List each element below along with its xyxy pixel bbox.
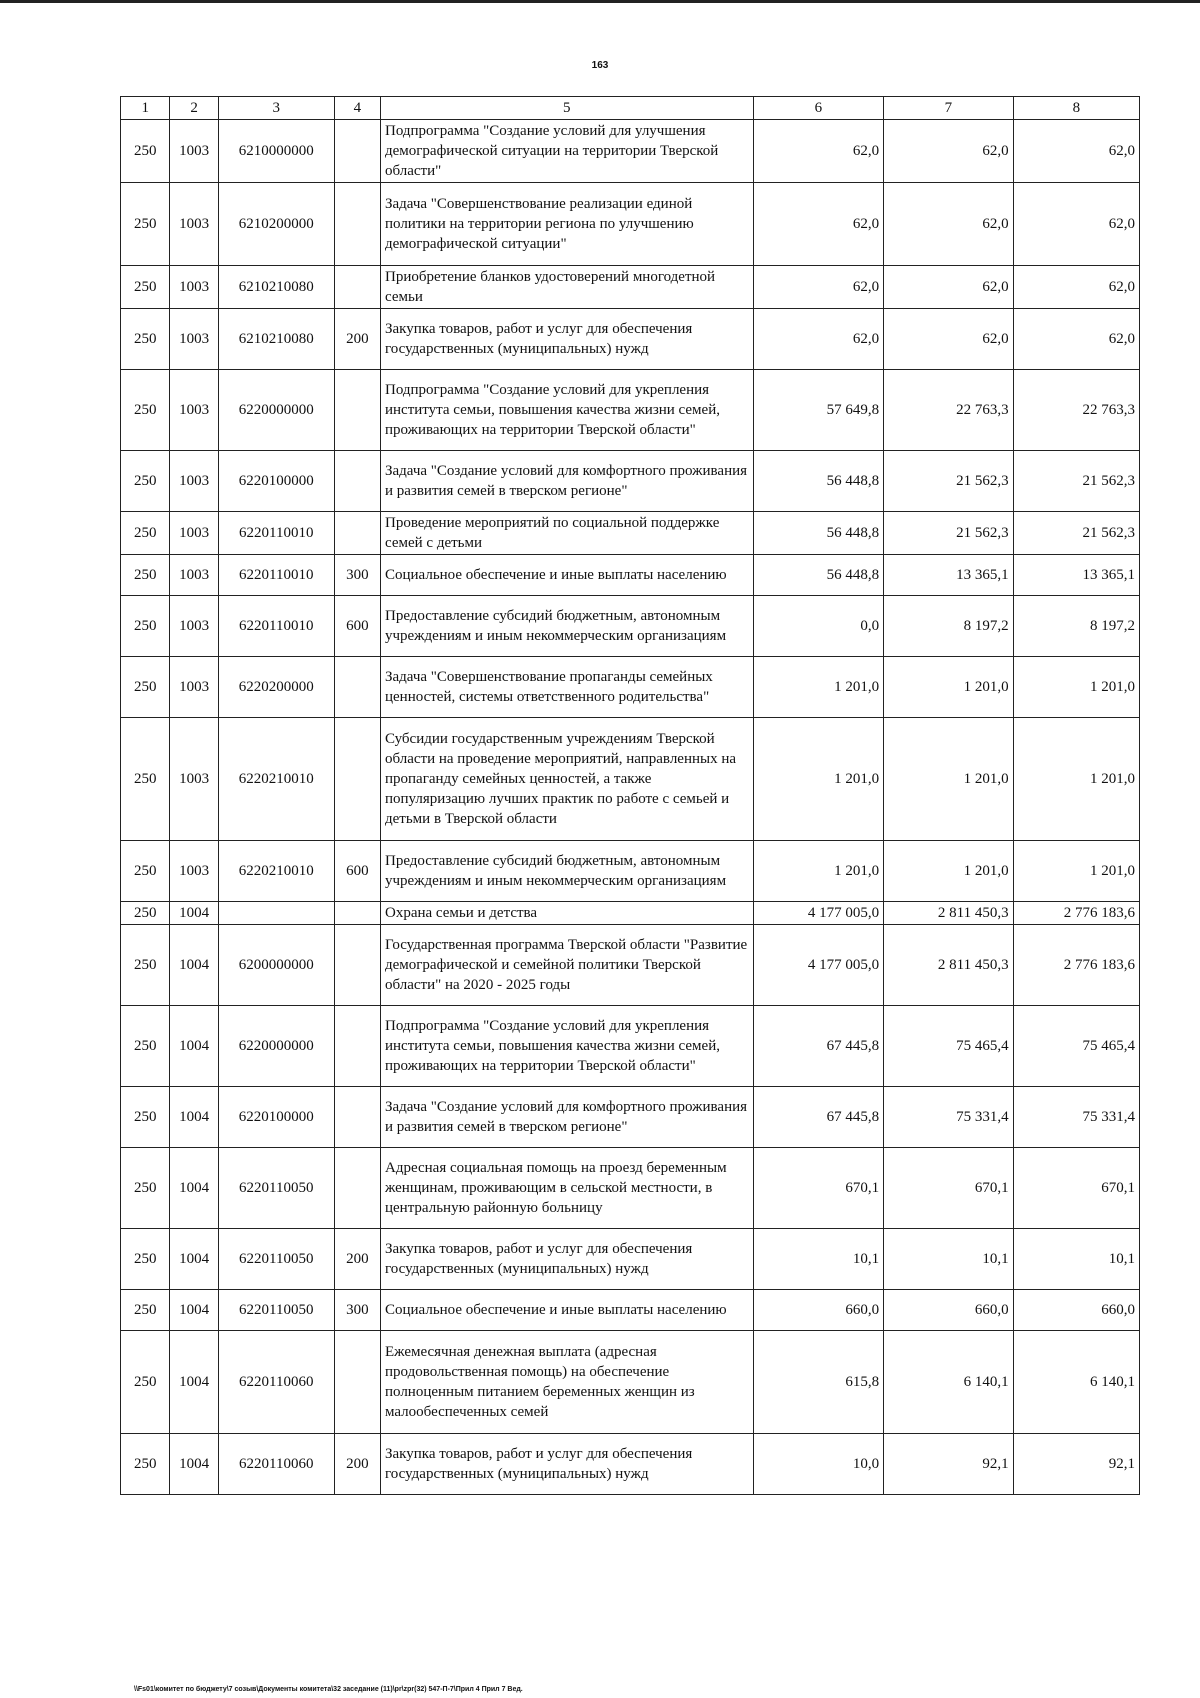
- section-code: 1003: [170, 657, 218, 718]
- target-article-code: 6220200000: [218, 657, 334, 718]
- amount-col8: 2 776 183,6: [1013, 902, 1139, 925]
- rzpr-code: 250: [121, 718, 170, 841]
- table-row: [121, 841, 1140, 902]
- amount-col7: 13 365,1: [884, 555, 1013, 596]
- header-cell: 6: [753, 97, 884, 120]
- rzpr-code: 250: [121, 309, 170, 370]
- amount-col6: 62,0: [753, 183, 884, 266]
- amount-col6: 10,1: [753, 1229, 884, 1290]
- table-row: [121, 902, 1140, 925]
- amount-col8: 21 562,3: [1013, 512, 1139, 555]
- table-row: [121, 1229, 1140, 1290]
- amount-col8: 75 465,4: [1013, 1006, 1139, 1087]
- amount-col8: 22 763,3: [1013, 370, 1139, 451]
- item-description: Закупка товаров, работ и услуг для обеспечения государственных (муниципальных) нужд: [380, 1229, 753, 1290]
- rzpr-code: 250: [121, 512, 170, 555]
- target-article-code: 6200000000: [218, 925, 334, 1006]
- amount-col6: 1 201,0: [753, 841, 884, 902]
- item-description: Адресная социальная помощь на проезд беременным женщинам, проживающим в сельской местности, в центральную районную больницу: [380, 1148, 753, 1229]
- header-cell: 2: [170, 97, 218, 120]
- rzpr-code: 250: [121, 1148, 170, 1229]
- item-description: Закупка товаров, работ и услуг для обеспечения государственных (муниципальных) нужд: [380, 309, 753, 370]
- amount-col8: 62,0: [1013, 120, 1139, 183]
- table-row: [121, 1434, 1140, 1495]
- table-row: [121, 596, 1140, 657]
- amount-col8: 21 562,3: [1013, 451, 1139, 512]
- expense-type-code: 300: [334, 1290, 380, 1331]
- table-row: [121, 718, 1140, 841]
- item-description: Социальное обеспечение и иные выплаты населению: [380, 555, 753, 596]
- target-article-code: 6220110050: [218, 1290, 334, 1331]
- table-row: [121, 555, 1140, 596]
- expense-type-code: 600: [334, 841, 380, 902]
- section-code: 1003: [170, 596, 218, 657]
- section-code: 1003: [170, 718, 218, 841]
- target-article-code: 6220100000: [218, 451, 334, 512]
- section-code: 1004: [170, 1290, 218, 1331]
- expense-type-code: [334, 266, 380, 309]
- amount-col6: 1 201,0: [753, 718, 884, 841]
- rzpr-code: 250: [121, 120, 170, 183]
- section-code: 1004: [170, 1434, 218, 1495]
- amount-col8: 2 776 183,6: [1013, 925, 1139, 1006]
- rzpr-code: 250: [121, 1434, 170, 1495]
- section-code: 1004: [170, 1331, 218, 1434]
- section-code: 1003: [170, 841, 218, 902]
- table-row: [121, 451, 1140, 512]
- expense-type-code: 200: [334, 309, 380, 370]
- expense-type-code: [334, 718, 380, 841]
- section-code: 1003: [170, 183, 218, 266]
- section-code: 1004: [170, 902, 218, 925]
- section-code: 1003: [170, 512, 218, 555]
- amount-col6: 10,0: [753, 1434, 884, 1495]
- table-row: [121, 266, 1140, 309]
- header-cell: 3: [218, 97, 334, 120]
- rzpr-code: 250: [121, 596, 170, 657]
- item-description: Социальное обеспечение и иные выплаты населению: [380, 1290, 753, 1331]
- amount-col8: 1 201,0: [1013, 718, 1139, 841]
- table-row: [121, 925, 1140, 1006]
- amount-col7: 21 562,3: [884, 451, 1013, 512]
- expense-type-code: 300: [334, 555, 380, 596]
- rzpr-code: 250: [121, 1229, 170, 1290]
- amount-col6: 57 649,8: [753, 370, 884, 451]
- expense-type-code: [334, 370, 380, 451]
- amount-col7: 92,1: [884, 1434, 1013, 1495]
- amount-col6: 56 448,8: [753, 555, 884, 596]
- target-article-code: 6210000000: [218, 120, 334, 183]
- amount-col7: 75 331,4: [884, 1087, 1013, 1148]
- section-code: 1004: [170, 1229, 218, 1290]
- target-article-code: 6220110050: [218, 1148, 334, 1229]
- target-article-code: 6220110010: [218, 512, 334, 555]
- section-code: 1003: [170, 451, 218, 512]
- expense-type-code: [334, 1331, 380, 1434]
- amount-col6: 4 177 005,0: [753, 925, 884, 1006]
- section-code: 1003: [170, 120, 218, 183]
- item-description: Субсидии государственным учреждениям Тверской области на проведение мероприятий, направленных на пропаганду семейных ценностей, а также популяризацию лучших практик по работе с семьей и детьми в Тверской области: [380, 718, 753, 841]
- amount-col8: 670,1: [1013, 1148, 1139, 1229]
- amount-col6: 62,0: [753, 266, 884, 309]
- section-code: 1003: [170, 555, 218, 596]
- expense-type-code: [334, 657, 380, 718]
- rzpr-code: 250: [121, 1331, 170, 1434]
- rzpr-code: 250: [121, 925, 170, 1006]
- amount-col8: 62,0: [1013, 309, 1139, 370]
- header-cell: 8: [1013, 97, 1139, 120]
- section-code: 1003: [170, 309, 218, 370]
- amount-col7: 62,0: [884, 183, 1013, 266]
- item-description: Предоставление субсидий бюджетным, автономным учреждениям и иным некоммерческим организациям: [380, 841, 753, 902]
- item-description: Приобретение бланков удостоверений многодетной семьи: [380, 266, 753, 309]
- target-article-code: 6220000000: [218, 370, 334, 451]
- header-cell: 5: [380, 97, 753, 120]
- expense-type-code: 200: [334, 1434, 380, 1495]
- amount-col8: 8 197,2: [1013, 596, 1139, 657]
- expense-type-code: [334, 1006, 380, 1087]
- table-row: [121, 1290, 1140, 1331]
- table-row: [121, 1087, 1140, 1148]
- table-row: [121, 512, 1140, 555]
- amount-col7: 10,1: [884, 1229, 1013, 1290]
- expense-type-code: [334, 925, 380, 1006]
- amount-col7: 62,0: [884, 309, 1013, 370]
- item-description: Проведение мероприятий по социальной поддержке семей с детьми: [380, 512, 753, 555]
- amount-col6: 56 448,8: [753, 512, 884, 555]
- header-cell: 7: [884, 97, 1013, 120]
- item-description: Подпрограмма "Создание условий для укрепления института семьи, повышения качества жизни семей, проживающих на территории Тверской области": [380, 1006, 753, 1087]
- amount-col7: 670,1: [884, 1148, 1013, 1229]
- item-description: Ежемесячная денежная выплата (адресная продовольственная помощь) на обеспечение полноценным питанием беременных женщин из малообеспеченных семей: [380, 1331, 753, 1434]
- amount-col7: 22 763,3: [884, 370, 1013, 451]
- rzpr-code: 250: [121, 266, 170, 309]
- amount-col8: 62,0: [1013, 183, 1139, 266]
- rzpr-code: 250: [121, 902, 170, 925]
- amount-col8: 92,1: [1013, 1434, 1139, 1495]
- amount-col7: 2 811 450,3: [884, 902, 1013, 925]
- rzpr-code: 250: [121, 1006, 170, 1087]
- table-row: [121, 120, 1140, 183]
- target-article-code: 6210200000: [218, 183, 334, 266]
- rzpr-code: 250: [121, 1087, 170, 1148]
- expense-type-code: 600: [334, 596, 380, 657]
- item-description: Задача "Создание условий для комфортного проживания и развития семей в тверском регионе": [380, 1087, 753, 1148]
- top-rule: [0, 0, 1200, 3]
- target-article-code: 6220210010: [218, 718, 334, 841]
- item-description: Подпрограмма "Создание условий для укрепления института семьи, повышения качества жизни семей, проживающих на территории Тверской области": [380, 370, 753, 451]
- item-description: Государственная программа Тверской области "Развитие демографической и семейной политики Тверской области" на 2020 - 2025 годы: [380, 925, 753, 1006]
- amount-col6: 62,0: [753, 120, 884, 183]
- section-code: 1003: [170, 370, 218, 451]
- amount-col6: 67 445,8: [753, 1006, 884, 1087]
- expense-type-code: [334, 120, 380, 183]
- rzpr-code: 250: [121, 1290, 170, 1331]
- header-row: [121, 97, 1140, 120]
- amount-col6: 62,0: [753, 309, 884, 370]
- expense-type-code: [334, 512, 380, 555]
- rzpr-code: 250: [121, 451, 170, 512]
- section-code: 1004: [170, 1148, 218, 1229]
- target-article-code: 6220110060: [218, 1434, 334, 1495]
- target-article-code: 6210210080: [218, 266, 334, 309]
- target-article-code: [218, 902, 334, 925]
- section-code: 1004: [170, 1006, 218, 1087]
- amount-col6: 660,0: [753, 1290, 884, 1331]
- expense-type-code: [334, 1087, 380, 1148]
- amount-col7: 1 201,0: [884, 718, 1013, 841]
- target-article-code: 6220110010: [218, 555, 334, 596]
- target-article-code: 6220100000: [218, 1087, 334, 1148]
- amount-col8: 62,0: [1013, 266, 1139, 309]
- table-row: [121, 1331, 1140, 1434]
- expense-type-code: [334, 902, 380, 925]
- amount-col6: 0,0: [753, 596, 884, 657]
- item-description: Задача "Совершенствование пропаганды семейных ценностей, системы ответственного родительства": [380, 657, 753, 718]
- amount-col7: 75 465,4: [884, 1006, 1013, 1087]
- item-description: Подпрограмма "Создание условий для улучшения демографической ситуации на территории Тверской области": [380, 120, 753, 183]
- item-description: Охрана семьи и детства: [380, 902, 753, 925]
- amount-col8: 75 331,4: [1013, 1087, 1139, 1148]
- rzpr-code: 250: [121, 183, 170, 266]
- amount-col6: 1 201,0: [753, 657, 884, 718]
- amount-col6: 670,1: [753, 1148, 884, 1229]
- amount-col6: 67 445,8: [753, 1087, 884, 1148]
- section-code: 1004: [170, 1087, 218, 1148]
- amount-col7: 1 201,0: [884, 657, 1013, 718]
- section-code: 1003: [170, 266, 218, 309]
- amount-col7: 6 140,1: [884, 1331, 1013, 1434]
- amount-col8: 1 201,0: [1013, 841, 1139, 902]
- rzpr-code: 250: [121, 657, 170, 718]
- target-article-code: 6220210010: [218, 841, 334, 902]
- amount-col7: 8 197,2: [884, 596, 1013, 657]
- amount-col7: 62,0: [884, 120, 1013, 183]
- target-article-code: 6220110010: [218, 596, 334, 657]
- expense-type-code: [334, 1148, 380, 1229]
- target-article-code: 6220110060: [218, 1331, 334, 1434]
- table-row: [121, 183, 1140, 266]
- amount-col7: 21 562,3: [884, 512, 1013, 555]
- amount-col8: 1 201,0: [1013, 657, 1139, 718]
- footer-file-path: \\Fs01\комитет по бюджету\7 созыв\Документы комитета\32 заседание (11)\pr\zpr(32) 547-П-7\Прил 4 Прил 7 Вед.: [134, 1686, 523, 1693]
- rzpr-code: 250: [121, 841, 170, 902]
- table-row: [121, 1148, 1140, 1229]
- amount-col8: 13 365,1: [1013, 555, 1139, 596]
- table-row: [121, 370, 1140, 451]
- section-code: 1004: [170, 925, 218, 1006]
- target-article-code: 6220110050: [218, 1229, 334, 1290]
- item-description: Предоставление субсидий бюджетным, автономным учреждениям и иным некоммерческим организациям: [380, 596, 753, 657]
- amount-col6: 615,8: [753, 1331, 884, 1434]
- target-article-code: 6220000000: [218, 1006, 334, 1087]
- amount-col6: 56 448,8: [753, 451, 884, 512]
- amount-col7: 1 201,0: [884, 841, 1013, 902]
- rzpr-code: 250: [121, 555, 170, 596]
- table-row: [121, 309, 1140, 370]
- budget-table: [120, 96, 1140, 1495]
- page-number: 163: [591, 60, 609, 71]
- table-row: [121, 657, 1140, 718]
- item-description: Задача "Совершенствование реализации единой политики на территории региона по улучшению демографической ситуации": [380, 183, 753, 266]
- expense-type-code: [334, 451, 380, 512]
- amount-col6: 4 177 005,0: [753, 902, 884, 925]
- item-description: Закупка товаров, работ и услуг для обеспечения государственных (муниципальных) нужд: [380, 1434, 753, 1495]
- amount-col8: 660,0: [1013, 1290, 1139, 1331]
- amount-col8: 10,1: [1013, 1229, 1139, 1290]
- header-cell: 1: [121, 97, 170, 120]
- table-row: [121, 1006, 1140, 1087]
- item-description: Задача "Создание условий для комфортного проживания и развития семей в тверском регионе": [380, 451, 753, 512]
- header-cell: 4: [334, 97, 380, 120]
- expense-type-code: [334, 183, 380, 266]
- amount-col8: 6 140,1: [1013, 1331, 1139, 1434]
- amount-col7: 2 811 450,3: [884, 925, 1013, 1006]
- target-article-code: 6210210080: [218, 309, 334, 370]
- amount-col7: 660,0: [884, 1290, 1013, 1331]
- rzpr-code: 250: [121, 370, 170, 451]
- expense-type-code: 200: [334, 1229, 380, 1290]
- amount-col7: 62,0: [884, 266, 1013, 309]
